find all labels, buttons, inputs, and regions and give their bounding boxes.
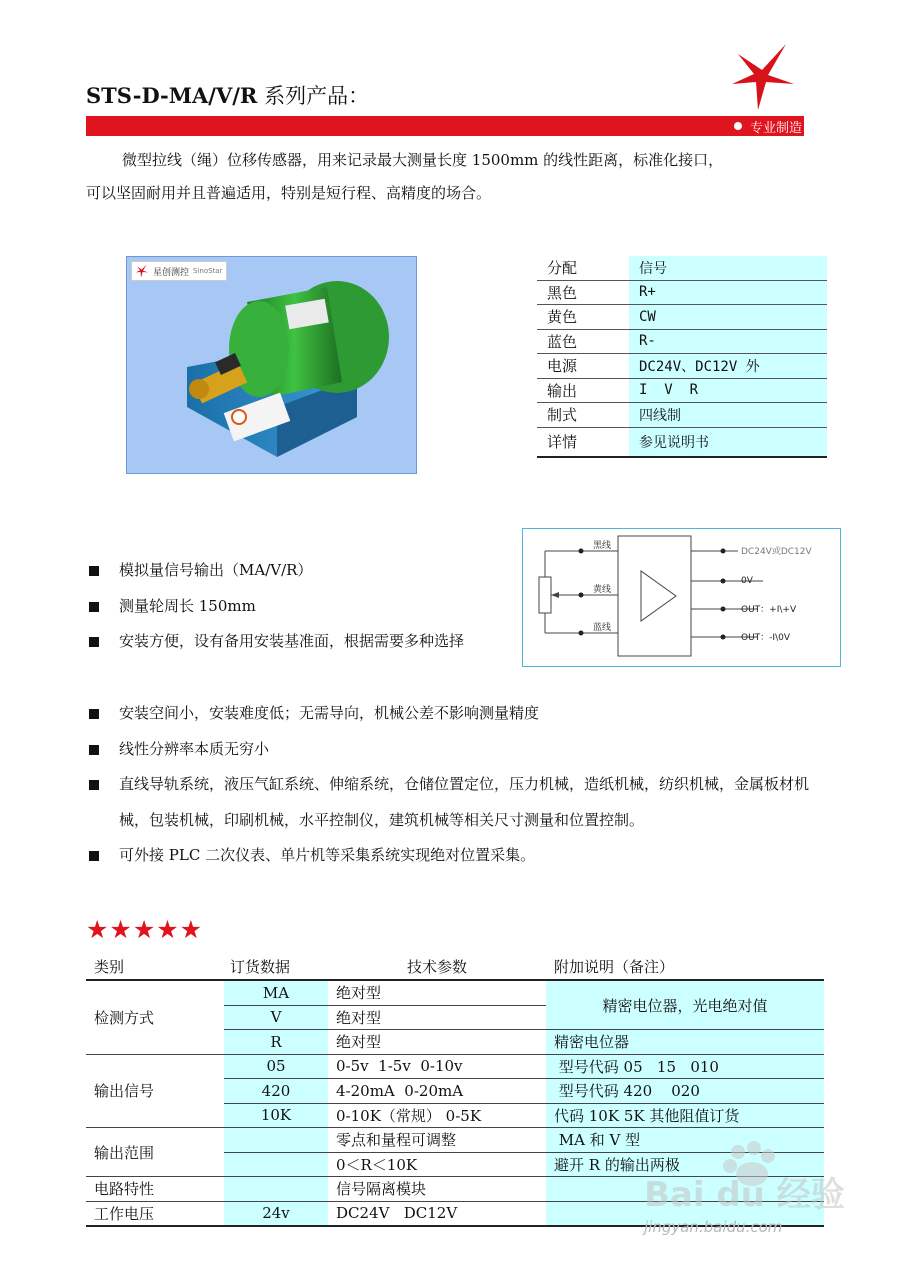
code-cell: 10K (224, 1103, 328, 1128)
cell-key: 详情 (537, 427, 629, 457)
code-cell: MA (224, 980, 328, 1005)
note-cell: 避开 R 的输出两极 (546, 1152, 824, 1177)
cell-value: CW (629, 305, 827, 330)
param-cell: 零点和量程可调整 (328, 1128, 546, 1153)
cell-key: 蓝色 (537, 329, 629, 354)
cell-key: 黑色 (537, 280, 629, 305)
category-cell: 输出范围 (86, 1128, 224, 1177)
watermark-url: jingyan.baidu.com (644, 1218, 783, 1236)
terminal-dot (721, 579, 726, 584)
param-cell: 4-20mA 0-20mA (328, 1079, 546, 1104)
table-row (537, 378, 827, 403)
param-cell: DC24V DC12V (328, 1201, 546, 1226)
code-cell (224, 1177, 328, 1202)
wiring-diagram (522, 528, 841, 667)
param-cell: 0-10K（常规） 0-5K (328, 1103, 546, 1128)
signal-table (537, 256, 827, 458)
header-cell: 附加说明（备注） (546, 954, 824, 980)
note-cell: MA 和 V 型 (546, 1128, 824, 1153)
code-cell: 24v (224, 1201, 328, 1226)
intro-line-1: 微型拉线（绳）位移传感器，用来记录最大测量长度 1500mm 的线性距离，标准化接口， (122, 151, 724, 169)
title-series: 系列产品： (257, 84, 370, 108)
category-cell: 电路特性 (86, 1177, 224, 1202)
category-cell: 输出信号 (86, 1054, 224, 1128)
cell-key: 黄色 (537, 305, 629, 330)
star-logo-icon (135, 264, 149, 278)
terminal-dot (721, 607, 726, 612)
category-cell: 工作电压 (86, 1201, 224, 1226)
list-item: 可外接 PLC 二次仪表、单片机等采集系统实现绝对位置采集。 (86, 838, 826, 874)
cell-value: 参见说明书 (629, 427, 827, 457)
badge-label: 专业制造 (749, 120, 802, 136)
category-cell: 检测方式 (86, 980, 224, 1054)
param-cell: 绝对型 (328, 1005, 546, 1030)
list-item: 测量轮周长 150mm (86, 589, 506, 625)
list-item: 直线导轨系统，液压气缸系统、伸缩系统，仓储位置定位，压力机械，造纸机械，纺织机械，金属板材机械，包装机械，印刷机械，水平控制仪，建筑机械等相关尺寸测量和位置控制。 (86, 767, 826, 838)
photo-brand-text: 星创测控 (153, 267, 190, 278)
red-star-logo-icon (728, 42, 798, 112)
title-model: STS-D-MA/V/R (86, 83, 258, 108)
table-row (537, 329, 827, 354)
note-cell: 精密电位器，光电绝对值 (546, 980, 824, 1030)
feature-list-a (86, 553, 506, 660)
out-plus-label: OUT：+I\+V (741, 605, 797, 615)
cell-value: R- (629, 329, 827, 354)
note-cell: 型号代码 420 020 (546, 1079, 824, 1104)
code-cell (224, 1152, 328, 1177)
wire-black-label: 黑线 (593, 541, 612, 551)
out-minus-label: OUT：-I\0V (741, 633, 790, 643)
bullet-dot-icon (734, 122, 742, 130)
cell-value: DC24V、DC12V 外 (629, 354, 827, 379)
table-row (537, 403, 827, 428)
code-cell (224, 1128, 328, 1153)
feature-list-b (86, 696, 826, 874)
wire-yellow-label: 黄线 (593, 585, 612, 595)
list-item: 安装方便，设有备用安装基准面，根据需要多种选择 (86, 624, 506, 660)
watermark-brand: Bai du 经验 (644, 1175, 845, 1215)
sensor-device-icon (127, 257, 416, 473)
header-cell: 类别 (86, 954, 224, 980)
terminal-dot (579, 549, 584, 554)
cell-value: 信号 (629, 256, 827, 280)
intro-line-2: 可以坚固耐用并且普遍适用，特别是短行程、高精度的场合。 (86, 184, 492, 202)
table-row (537, 280, 827, 305)
terminal-dot (721, 635, 726, 640)
list-item: 线性分辨率本质无穷小 (86, 732, 826, 768)
code-cell: V (224, 1005, 328, 1030)
param-cell: 0＜R＜10K (328, 1152, 546, 1177)
list-item: 模拟量信号输出（MA/V/R） (86, 553, 506, 589)
cell-key: 分配 (537, 256, 629, 280)
out-zero-label: 0V (741, 576, 753, 586)
table-row (86, 1054, 824, 1079)
table-row (86, 980, 824, 1005)
photo-brand-sub: SinoStar (193, 267, 223, 275)
cell-value: R+ (629, 280, 827, 305)
cell-key: 制式 (537, 403, 629, 428)
terminal-dot (579, 593, 584, 598)
code-cell: 420 (224, 1079, 328, 1104)
param-cell: 绝对型 (328, 980, 546, 1005)
code-cell: 05 (224, 1054, 328, 1079)
param-cell: 信号隔离模块 (328, 1177, 546, 1202)
note-cell: 代码 10K 5K 其他阻值订货 (546, 1103, 824, 1128)
table-header-row (86, 954, 824, 980)
page-title (86, 80, 369, 110)
list-item: 安装空间小，安装难度低；无需导向，机械公差不影响测量精度 (86, 696, 826, 732)
terminal-dot (721, 549, 726, 554)
photo-brand-label (131, 261, 227, 281)
wire-blue-label: 蓝线 (593, 623, 612, 633)
out-power-label: DC24V或DC12V (741, 547, 812, 557)
cell-value: 四线制 (629, 403, 827, 428)
code-cell: R (224, 1030, 328, 1055)
param-cell: 0-5v 1-5v 0-10v (328, 1054, 546, 1079)
header-red-bar (86, 116, 804, 136)
cell-key: 电源 (537, 354, 629, 379)
table-row (537, 354, 827, 379)
table-row (537, 427, 827, 457)
badge (734, 116, 804, 136)
header-cell: 技术参数 (328, 954, 546, 980)
table-row (537, 305, 827, 330)
note-cell: 型号代码 05 15 010 (546, 1054, 824, 1079)
table-row (537, 256, 827, 280)
param-cell: 绝对型 (328, 1030, 546, 1055)
terminal-dot (579, 631, 584, 636)
header-cell: 订货数据 (224, 954, 328, 980)
note-cell: 精密电位器 (546, 1030, 824, 1055)
cell-value: I V R (629, 378, 827, 403)
product-photo (126, 256, 417, 474)
cell-key: 输出 (537, 378, 629, 403)
rating-stars: ★★★★★ (86, 915, 204, 944)
